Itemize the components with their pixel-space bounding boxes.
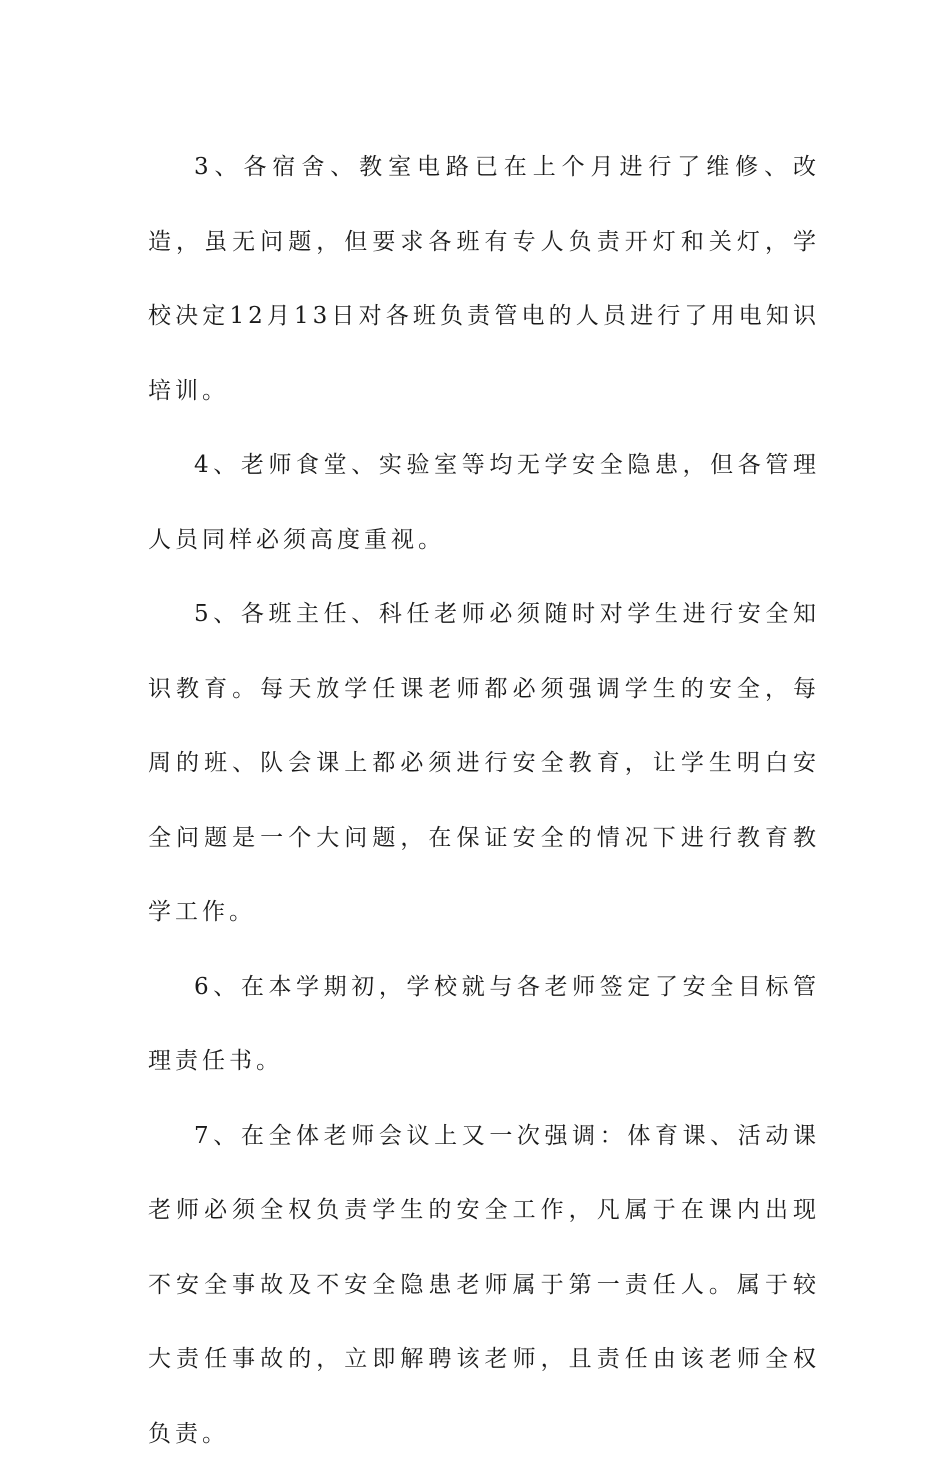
- paragraph-item-6: 6、在本学期初，学校就与各老师签定了安全目标管理责任书。: [148, 950, 820, 1099]
- paragraph-item-7: 7、在全体老师会议上又一次强调：体育课、活动课老师必须全权负责学生的安全工作，凡属于在课内出现不安全事故及不安全隐患老师属于第一责任人。属于较大责任事故的，立即解聘该老师，且责任由该老师全权负责。: [148, 1099, 820, 1471]
- paragraph-item-4: 4、老师食堂、实验室等均无学安全隐患，但各管理人员同样必须高度重视。: [148, 428, 820, 577]
- document-body: [148, 130, 820, 1471]
- paragraph-item-5: 5、各班主任、科任老师必须随时对学生进行安全知识教育。每天放学任课老师都必须强调学生的安全，每周的班、队会课上都必须进行安全教育，让学生明白安全问题是一个大问题，在保证安全的情况下进行教育教学工作。: [148, 577, 820, 950]
- paragraph-item-3: 3、各宿舍、教室电路已在上个月进行了维修、改造，虽无问题，但要求各班有专人负责开灯和关灯，学校决定12月13日对各班负责管电的人员进行了用电知识培训。: [148, 130, 820, 428]
